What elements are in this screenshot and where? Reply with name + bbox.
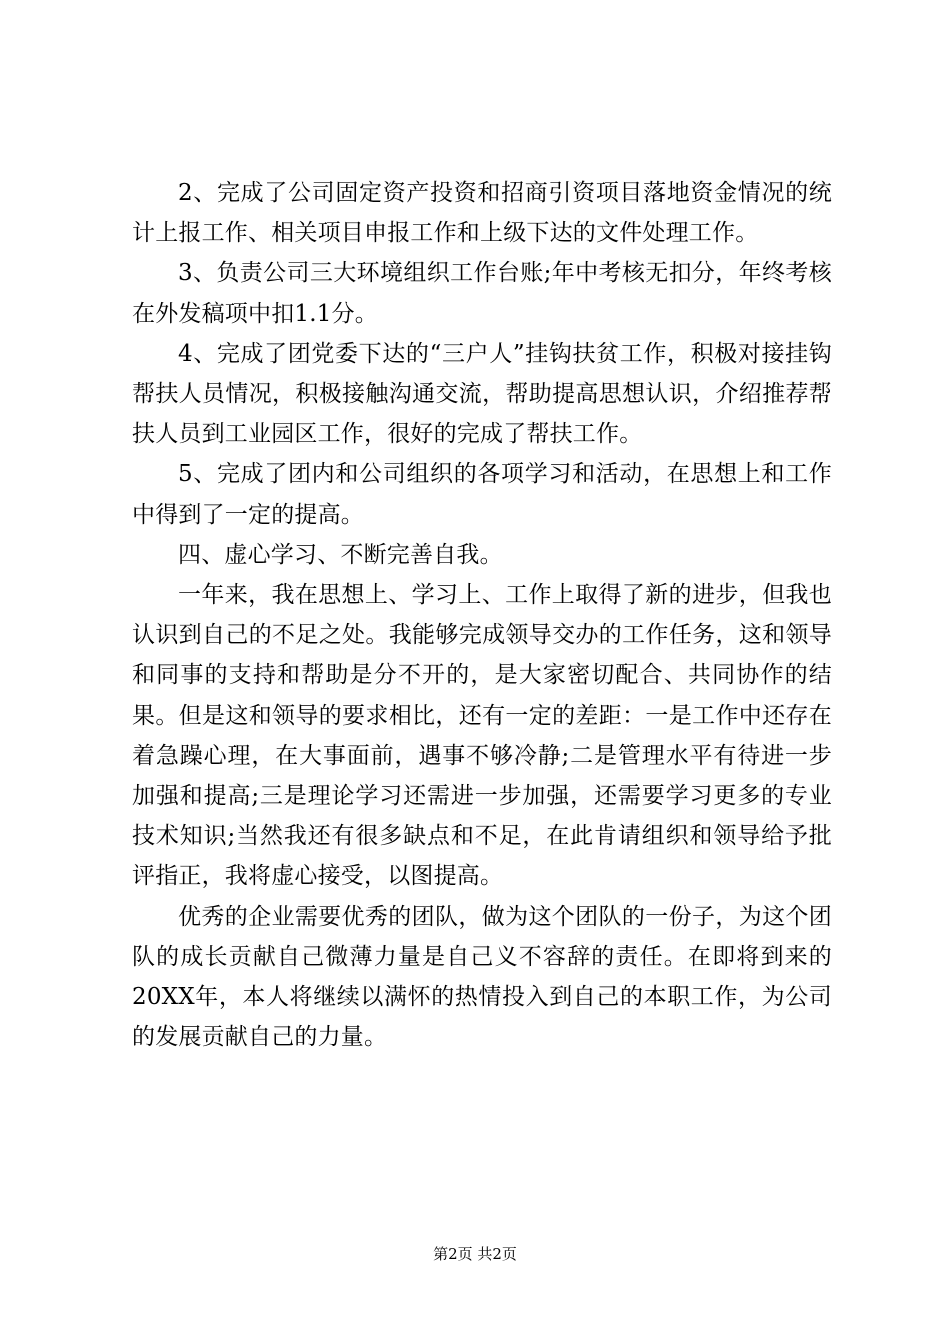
paragraph-self-review: 一年来，我在思想上、学习上、工作上取得了新的进步，但我也认识到自己的不足之处。我能够完成领导交办的工作任务，这和领导和同事的支持和帮助是分不开的，是大家密切配合、共同协作的结果。但是这和领导的要求相比，还有一定的差距：一是工作中还存在着急躁心理，在大事面前，遇事不够冷静;二是管理水平有待进一步加强和提高;三是理论学习还需进一步加强，还需要学习更多的专业技术知识;当然我还有很多缺点和不足，在此肯请组织和领导给予批评指正，我将虚心接受，以图提高。 (132, 582, 832, 890)
paragraph-conclusion: 优秀的企业需要优秀的团队，做为这个团队的一份子，为这个团队的成长贡献自己微薄力量是自己义不容辞的责任。在即将到来的20XX年，本人将继续以满怀的热情投入到自己的本职工作，为公司的发展贡献自己的力量。 (132, 903, 832, 1051)
section-heading-4: 四、虚心学习、不断完善自我。 (178, 541, 503, 568)
document-body (132, 173, 832, 1057)
paragraph-item-2: 2、完成了公司固定资产投资和招商引资项目落地资金情况的统计上报工作、相关项目申报工作和上级下达的文件处理工作。 (132, 180, 832, 247)
page-number-footer: 第2页 共2页 (433, 1245, 517, 1263)
paragraph-item-4: 4、完成了团党委下达的“三户人”挂钩扶贫工作，积极对接挂钩帮扶人员情况，积极接触沟通交流，帮助提高思想认识，介绍推荐帮扶人员到工业园区工作，很好的完成了帮扶工作。 (132, 340, 832, 448)
paragraph-item-5: 5、完成了团内和公司组织的各项学习和活动，在思想上和工作中得到了一定的提高。 (132, 461, 832, 528)
paragraph-item-3: 3、负责公司三大环境组织工作台账;年中考核无扣分，年终考核在外发稿项中扣1.1分。 (132, 260, 832, 327)
